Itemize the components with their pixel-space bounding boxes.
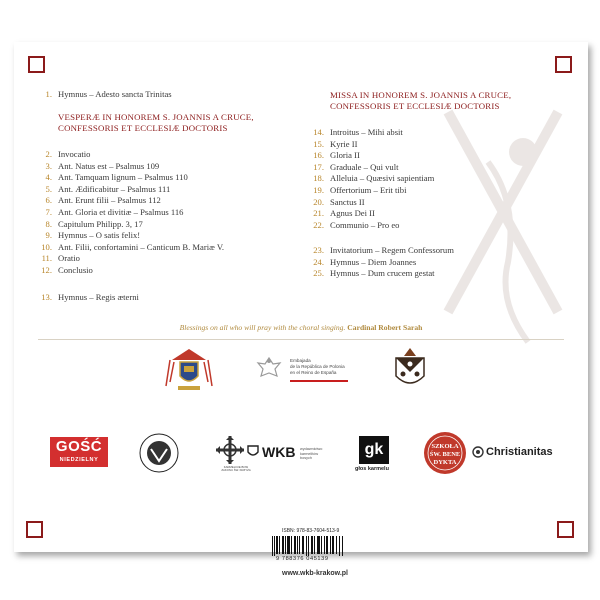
track-title: Kyrie II (330, 138, 358, 149)
track-number: 20. (313, 196, 324, 207)
track-item (308, 245, 454, 257)
track-item (36, 292, 139, 304)
track-item (36, 172, 188, 184)
glos-karmelu-logo: gk (359, 436, 389, 464)
track-number: 21. (313, 208, 324, 219)
track-number: 14. (313, 127, 324, 137)
track-item (36, 207, 183, 219)
track-title: Hymnus – Diem Joannes (330, 256, 417, 267)
track-title: Oratio (58, 253, 80, 264)
track-number: 7. (45, 207, 52, 217)
christianitas-logo-text: Christianitas (486, 446, 553, 458)
track-number: 5. (45, 183, 52, 194)
track-item (36, 230, 140, 242)
track-item (36, 242, 224, 254)
cardinal-coat-of-arms-logo (164, 346, 214, 394)
track-title: Hymnus – Adesto sancta Trinitas (58, 89, 172, 99)
track-item (308, 162, 399, 174)
wkb-logo-subtitle (300, 447, 322, 461)
track-title: Agnus Dei II (330, 208, 375, 219)
track-title: Communio – Pro eo (330, 219, 400, 230)
caption-line: KARMELICIE BOSI (223, 465, 249, 469)
vespers-section-title (58, 112, 254, 134)
section-title-line: CONFESSORIS ET ECCLESIÆ DOCTORIS (330, 101, 500, 111)
track-number: 4. (45, 172, 52, 183)
track-number: 25. (313, 268, 324, 279)
saint-watermark-illustration (428, 82, 578, 352)
embassy-line: en el Reino de España (290, 370, 337, 375)
section-title-line: MISSA IN HONOREM S. JOANNIS A CRUCE, (330, 90, 512, 100)
track-item (308, 173, 434, 185)
divider (38, 339, 564, 340)
track-item (308, 257, 416, 269)
wkb-sub-line: bosych (300, 456, 313, 461)
track-number: 2. (45, 149, 52, 159)
wkb-sub-line: wydawnictwo (300, 447, 323, 451)
track-title: Ant. Tamquam lignum – Psalmus 110 (58, 172, 188, 183)
track-item (308, 139, 357, 151)
wkb-sub-line: karmelitów (300, 451, 319, 456)
carmelite-crest-logo (390, 346, 430, 392)
track-title: Invitatorium – Regem Confessorum (330, 245, 454, 255)
track-title: Ant. Filii, confortamini – Canticum B. Mariæ V. (58, 241, 225, 252)
carmelite-cross-logo (212, 434, 248, 466)
isbn-number: 9 788376 045139 (276, 556, 329, 562)
track-item (308, 185, 406, 197)
una-voce-logo (138, 432, 180, 474)
track-number: 22. (313, 219, 324, 230)
track-title: Graduale – Qui vult (330, 161, 399, 172)
svg-text:SZKOŁA: SZKOŁA (431, 443, 459, 450)
track-item (36, 184, 170, 196)
corner-frame-top-right (555, 56, 572, 73)
track-item (36, 195, 161, 207)
svg-text:ŚW. BENE: ŚW. BENE (429, 451, 461, 458)
track-item (36, 149, 90, 161)
track-number: 18. (313, 173, 324, 184)
track-item (308, 197, 365, 209)
blessing-author: Cardinal Robert Sarah (347, 323, 423, 332)
caption-line: ZAKONU ŚW. KRZYŻA (221, 468, 251, 473)
track-title: Hymnus – O satis felix! (58, 230, 141, 241)
track-title: Hymnus – Regis æterni (58, 292, 139, 302)
embassy-line: de la República de Polonia (290, 364, 345, 369)
szkola-sw-benedykta-logo (422, 430, 468, 476)
christianitas-emblem-icon (472, 446, 484, 458)
track-title: Offertorium – Erit tibi (330, 185, 407, 195)
track-title: Hymnus – Dum crucem gestat (330, 268, 435, 279)
track-title: Gloria II (330, 150, 360, 161)
track-number: 11. (41, 253, 52, 264)
track-number: 19. (313, 185, 324, 195)
track-item (36, 161, 159, 173)
gosc-subtitle: NIEDZIELNY (59, 457, 99, 463)
track-title: Invocatio (58, 149, 91, 159)
track-number: 12. (41, 265, 52, 275)
embassy-line: Embajada (290, 358, 311, 363)
track-item (36, 219, 143, 231)
section-title-line: VESPERÆ IN HONOREM S. JOANNIS A CRUCE, (58, 112, 254, 122)
svg-text:DYKTA: DYKTA (433, 459, 457, 466)
track-number: 15. (313, 138, 324, 149)
track-title: Introitus – Mihi absit (330, 127, 403, 137)
track-item (36, 253, 80, 265)
track-title: Ant. Natus est – Psalmus 109 (58, 160, 160, 171)
carmelite-caption (214, 466, 258, 473)
embassy-label (290, 358, 345, 376)
track-number: 13. (41, 292, 52, 302)
track-number: 16. (313, 150, 324, 161)
wkb-emblem-icon (246, 444, 260, 458)
blessing-text: Blessings on all who will pray with the choral singing. (179, 323, 346, 332)
track-number: 3. (45, 160, 52, 171)
track-item (36, 265, 93, 277)
track-number: 23. (313, 245, 324, 255)
mass-section-title (330, 90, 511, 112)
gosc-niedzielny-logo (50, 437, 108, 467)
embassy-red-bar (290, 380, 348, 382)
track-item (308, 150, 360, 162)
corner-frame-bottom-right (557, 521, 574, 538)
track-item (308, 208, 375, 220)
track-number: 8. (45, 218, 52, 229)
track-number: 24. (313, 256, 324, 267)
track-title: Ant. Erunt filii – Psalmus 112 (58, 195, 161, 206)
track-title: Ant. Gloria et divitiæ – Psalmus 116 (58, 207, 184, 217)
track-title: Conclusio (58, 265, 93, 275)
track-item (308, 220, 399, 232)
track-title: Ant. Ædificabitur – Psalmus 111 (58, 183, 171, 194)
track-number: 9. (45, 230, 52, 241)
wkb-logo-text: WKB (262, 444, 296, 460)
glos-karmelu-caption: głos karmelu (355, 466, 389, 472)
isbn-barcode (272, 536, 344, 556)
track-title: Capitulum Philipp. 3, 17 (58, 218, 143, 229)
track-item (308, 268, 435, 280)
corner-frame-bottom-left (26, 521, 43, 538)
section-title-line: CONFESSORIS ET ECCLESIÆ DOCTORIS (58, 123, 228, 133)
corner-frame-top-left (28, 56, 45, 73)
track-item (308, 127, 403, 139)
polish-eagle-icon (254, 354, 284, 384)
isbn-label: ISBN: 978-83-7604-513-9 (282, 528, 340, 534)
cd-back-cover (14, 42, 588, 577)
track-title: Sanctus II (330, 196, 365, 207)
track-title: Alleluia – Quæsivi sapientiam (330, 173, 435, 184)
publisher-website: www.wkb-krakow.pl (282, 570, 348, 577)
gosc-title: GOŚĆ (55, 438, 103, 455)
track-number: 6. (45, 195, 52, 206)
blessing-quote (14, 323, 588, 332)
track-number: 17. (313, 161, 324, 172)
track-number: 1. (45, 89, 52, 99)
track-item (36, 89, 172, 101)
track-number: 10. (41, 241, 52, 252)
